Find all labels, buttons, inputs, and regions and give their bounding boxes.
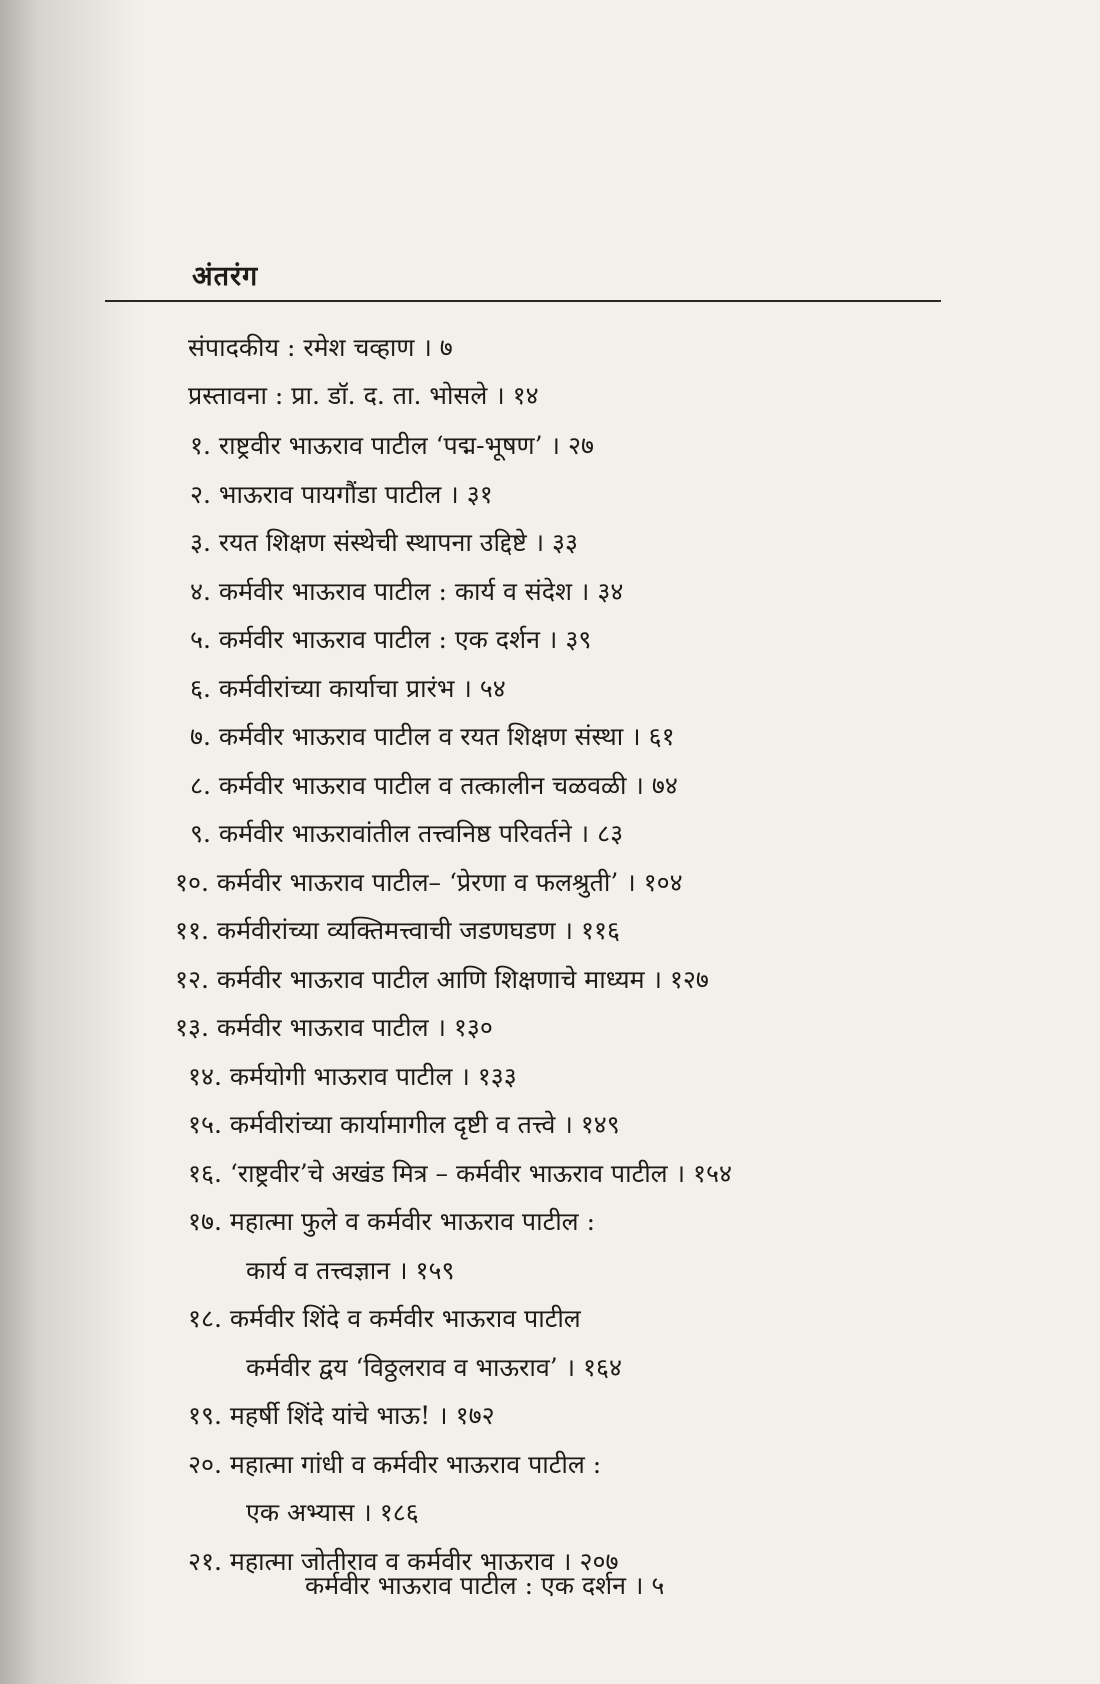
toc-entry-continuation: एक अभ्यास । १८६ (246, 1498, 419, 1527)
toc-entry: १३. कर्मवीर भाऊराव पाटील । १३० (175, 1013, 493, 1042)
toc-entry: ५. कर्मवीर भाऊराव पाटील : एक दर्शन । ३९ (190, 625, 592, 654)
front-matter-preface: प्रस्तावना : प्रा. डॉ. द. ता. भोसले । १४ (188, 381, 539, 410)
toc-entry: १७. महात्मा फुले व कर्मवीर भाऊराव पाटील : (188, 1207, 595, 1236)
toc-entry: ६. कर्मवीरांच्या कार्याचा प्रारंभ । ५४ (190, 673, 506, 703)
toc-entry: ११. कर्मवीरांच्या व्यक्तिमत्त्वाची जडणघडण । ११६ (175, 916, 620, 945)
toc-entry: २. भाऊराव पायगौंडा पाटील । ३१ (190, 479, 493, 509)
toc-entry: ८. कर्मवीर भाऊराव पाटील व तत्कालीन चळवळी । ७४ (190, 770, 678, 800)
contents-heading: अंतरंग (192, 261, 259, 292)
toc-entry: २१. महात्मा जोतीराव व कर्मवीर भाऊराव । २०७ (188, 1546, 619, 1576)
heading-rule (105, 300, 941, 302)
toc-entry: १२. कर्मवीर भाऊराव पाटील आणि शिक्षणाचे माध्यम । १२७ (175, 964, 709, 994)
toc-entry: ३. रयत शिक्षण संस्थेची स्थापना उद्दिष्टे । ३३ (190, 528, 579, 557)
toc-entry: ४. कर्मवीर भाऊराव पाटील : कार्य व संदेश । ३४ (190, 576, 624, 606)
toc-entry: ९. कर्मवीर भाऊरावांतील तत्त्वनिष्ठ परिवर्तने । ८३ (190, 819, 624, 848)
toc-entry: १०. कर्मवीर भाऊराव पाटील– ‘प्रेरणा व फलश्रुती’ । १०४ (175, 867, 683, 897)
toc-entry-continuation: कर्मवीर द्वय ‘विठ्ठलराव व भाऊराव’ । १६४ (246, 1352, 623, 1382)
toc-entry: २०. महात्मा गांधी व कर्मवीर भाऊराव पाटील : (188, 1449, 602, 1479)
front-matter-editorial: संपादकीय : रमेश चव्हाण । ७ (188, 333, 453, 362)
toc-entry: १. राष्ट्रवीर भाऊराव पाटील ‘पद्म-भूषण’ । २७ (190, 431, 594, 460)
toc-entry: १५. कर्मवीरांच्या कार्यामागील दृष्टी व तत्त्वे । १४९ (188, 1110, 620, 1139)
toc-entry: १६. ‘राष्ट्रवीर’चे अखंड मित्र – कर्मवीर भाऊराव पाटील । १५४ (188, 1158, 732, 1188)
toc-entry-continuation: कार्य व तत्त्वज्ञान । १५९ (246, 1255, 455, 1285)
toc-entry: १९. महर्षी शिंदे यांचे भाऊ! । १७२ (188, 1401, 495, 1430)
toc-entry: ७. कर्मवीर भाऊराव पाटील व रयत शिक्षण संस्था । ६१ (190, 722, 675, 751)
running-footer: कर्मवीर भाऊराव पाटील : एक दर्शन । ५ (305, 1571, 665, 1600)
toc-entry: १४. कर्मयोगी भाऊराव पाटील । १३३ (188, 1061, 517, 1091)
toc-entry: १८. कर्मवीर शिंदे व कर्मवीर भाऊराव पाटील (188, 1304, 581, 1333)
